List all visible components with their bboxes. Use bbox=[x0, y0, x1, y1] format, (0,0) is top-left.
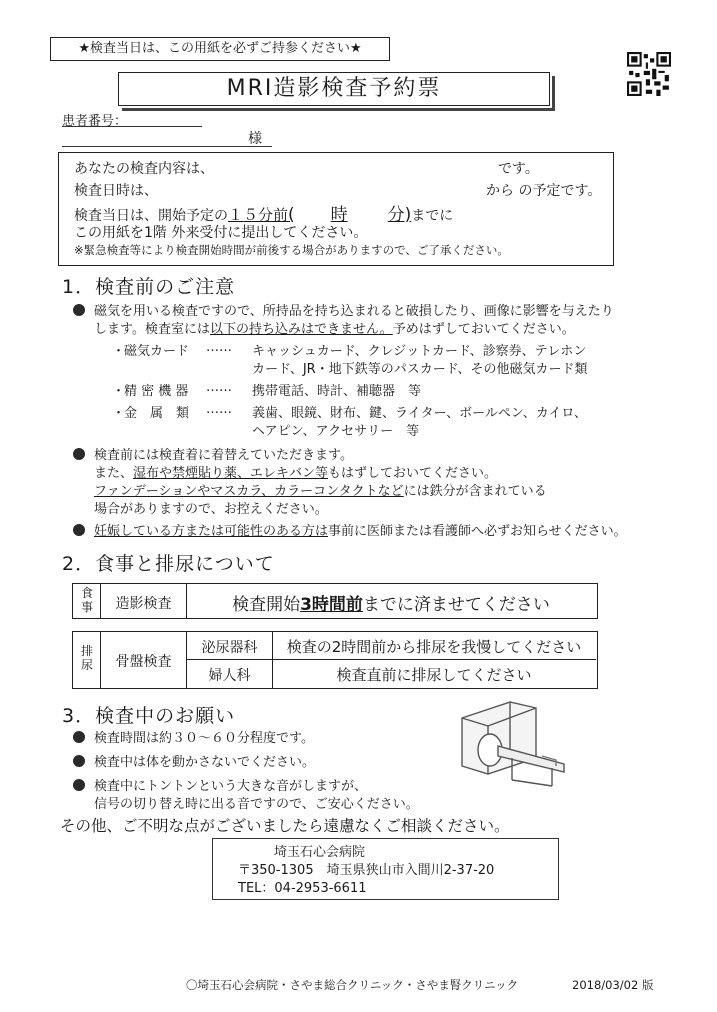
submit-form-note: この用紙を1階 外来受付に提出してください。 bbox=[74, 225, 368, 241]
gown-note-line3 bbox=[94, 480, 547, 499]
item-detail-magnetic-card-1: キャッシュカード、クレジットカード、診察券、テレホン bbox=[252, 344, 587, 359]
gown-note-line2c: もはずしておいてください。 bbox=[328, 466, 498, 481]
magnetic-warning-line2 bbox=[94, 318, 575, 337]
mri-machine-icon bbox=[452, 694, 582, 790]
arrival-time-suffix: までに bbox=[411, 208, 454, 224]
hospital-phone: TEL：04-2953-6611 bbox=[238, 881, 367, 896]
section1-heading: 1．検査前のご注意 bbox=[62, 276, 236, 298]
sama-label: 様 bbox=[248, 131, 262, 147]
footer-version: 2018/03/02 版 bbox=[572, 978, 654, 992]
table-row-divider bbox=[187, 659, 596, 660]
arrival-paren-open: ( bbox=[288, 205, 295, 225]
arrival-15min: １５分前 bbox=[228, 206, 289, 224]
bullet-icon bbox=[73, 448, 85, 460]
section2-heading: 2．食事と排尿について bbox=[62, 553, 275, 575]
urology-instruction: 検査の2時間前から排尿を我慢してください bbox=[286, 638, 582, 656]
page-title: MRI造影検査予約票 bbox=[118, 72, 550, 106]
dept-gynecology: 婦人科 bbox=[208, 668, 251, 684]
item-detail-magnetic-card-2: カード、JR・地下鉄等のパスカード、その他磁気カード類 bbox=[252, 362, 588, 377]
magnetic-warning-line2a: します。検査室には bbox=[94, 322, 210, 337]
exam-date-label: 検査日時は、 bbox=[74, 183, 158, 199]
prohibited-items-emphasis: 以下の持ち込みはできません。 bbox=[209, 322, 393, 337]
patient-name-line bbox=[62, 146, 272, 147]
item-dots: …… bbox=[206, 380, 232, 395]
cosmetics-emphasis: ファンデーションやマスカラ、カラーコンタクトなど bbox=[94, 484, 404, 499]
meal-instruction bbox=[187, 590, 595, 615]
gown-note-line2 bbox=[94, 462, 497, 481]
closing-note: その他、ご不明な点がございましたら遠慮なくご相談ください。 bbox=[60, 817, 510, 835]
emergency-note: ※緊急検査等により検査開始時間が前後する場合がありますので、ご了承ください。 bbox=[74, 243, 509, 257]
arrival-minute-label: 分) bbox=[387, 205, 412, 225]
meal-3hours-emphasis: 3時間前 bbox=[300, 595, 363, 615]
meal-exam-name: 造影検査 bbox=[115, 596, 172, 612]
bullet-icon bbox=[73, 755, 85, 767]
meal-instruction-c: までに済ませてください bbox=[362, 595, 550, 615]
item-detail-metal-2: ヘアピン、アクセサリー 等 bbox=[252, 424, 420, 439]
meal-label: 食 事 bbox=[80, 586, 93, 614]
hospital-name: 埼玉石心会病院 bbox=[274, 845, 366, 860]
pregnancy-note-tail: 事前に医師または看護師へ必ずお知らせください。 bbox=[328, 524, 627, 539]
bullet-icon bbox=[73, 304, 85, 316]
gown-note-line1: 検査前には検査着に着替えていただきます。 bbox=[94, 448, 353, 463]
item-detail-precision: 携帯電話、時計、補聴器 等 bbox=[252, 384, 422, 399]
patch-items-emphasis: 湿布や禁煙貼り薬、エレキバン等 bbox=[133, 466, 329, 481]
stay-still-note: 検査中は体を動かさないでください。 bbox=[94, 755, 316, 770]
meal-instruction-a: 検査開始 bbox=[232, 595, 301, 615]
bullet-icon bbox=[73, 731, 85, 743]
bullet-icon bbox=[73, 524, 85, 536]
item-bullet-dot: ・ bbox=[112, 384, 126, 399]
notice-banner: ★検査当日は、この用紙を必ずご持参ください★ bbox=[50, 37, 390, 61]
pregnancy-note bbox=[94, 520, 627, 539]
patient-number-label: 患者番号： bbox=[62, 114, 128, 129]
footer-organizations: 〇埼玉石心会病院・さやま総合クリニック・さやま腎クリニック bbox=[186, 978, 519, 992]
gynecology-instruction: 検査直前に排尿してください bbox=[336, 666, 532, 684]
item-dots: …… bbox=[206, 340, 232, 355]
urine-exam-name: 骨盤検査 bbox=[115, 654, 172, 670]
item-dots: …… bbox=[206, 402, 232, 417]
dept-urology: 泌尿器科 bbox=[201, 640, 258, 656]
hospital-address: 〒350-1305 埼玉県狭山市入間川2-37-20 bbox=[238, 863, 495, 878]
exam-duration-note: 検査時間は約３０～６０分程度です。 bbox=[94, 731, 314, 746]
exam-content-suffix: です。 bbox=[498, 161, 539, 177]
bullet-icon bbox=[73, 779, 85, 791]
arrival-time-prefix: 検査当日は、開始予定の bbox=[74, 208, 228, 224]
gown-note-line3b: には鉄分が含まれている bbox=[403, 484, 547, 499]
gown-note-line2a: また、 bbox=[94, 466, 134, 481]
patient-number-line bbox=[62, 126, 202, 127]
item-label-precision: 精 密 機 器 bbox=[124, 384, 189, 399]
gown-note-line4: 場合がありますので、お控えください。 bbox=[94, 502, 328, 517]
item-label-metal: 金 属 類 bbox=[124, 406, 190, 421]
magnetic-warning-line1: 磁気を用いる検査ですので、所持品を持ち込まれると破損したり、画像に影響を与えたり bbox=[94, 304, 614, 319]
noise-note-line1: 検査中にトントンという大きな音がしますが、 bbox=[94, 779, 368, 794]
qr-code-icon bbox=[627, 52, 671, 96]
exam-content-label: あなたの検査内容は、 bbox=[74, 161, 214, 177]
item-bullet-dot: ・ bbox=[112, 344, 126, 359]
pregnancy-emphasis: 妊娠している方または可能性のある方は bbox=[94, 524, 329, 539]
item-label-magnetic-card: 磁気カード bbox=[124, 344, 190, 359]
section3-heading: 3．検査中のお願い bbox=[62, 705, 236, 727]
noise-note-line2: 信号の切り替え時に出る音ですので、ご安心ください。 bbox=[94, 797, 419, 812]
item-detail-metal-1: 義歯、眼鏡、財布、鍵、ライター、ボールペン、カイロ、 bbox=[252, 406, 587, 421]
magnetic-warning-line2c: 予めはずしておいてください。 bbox=[392, 322, 575, 337]
exam-date-suffix: から の予定です。 bbox=[486, 183, 602, 199]
urine-label: 排 尿 bbox=[80, 644, 93, 672]
arrival-hour-label: 時 bbox=[330, 205, 348, 225]
item-bullet-dot: ・ bbox=[112, 406, 126, 421]
